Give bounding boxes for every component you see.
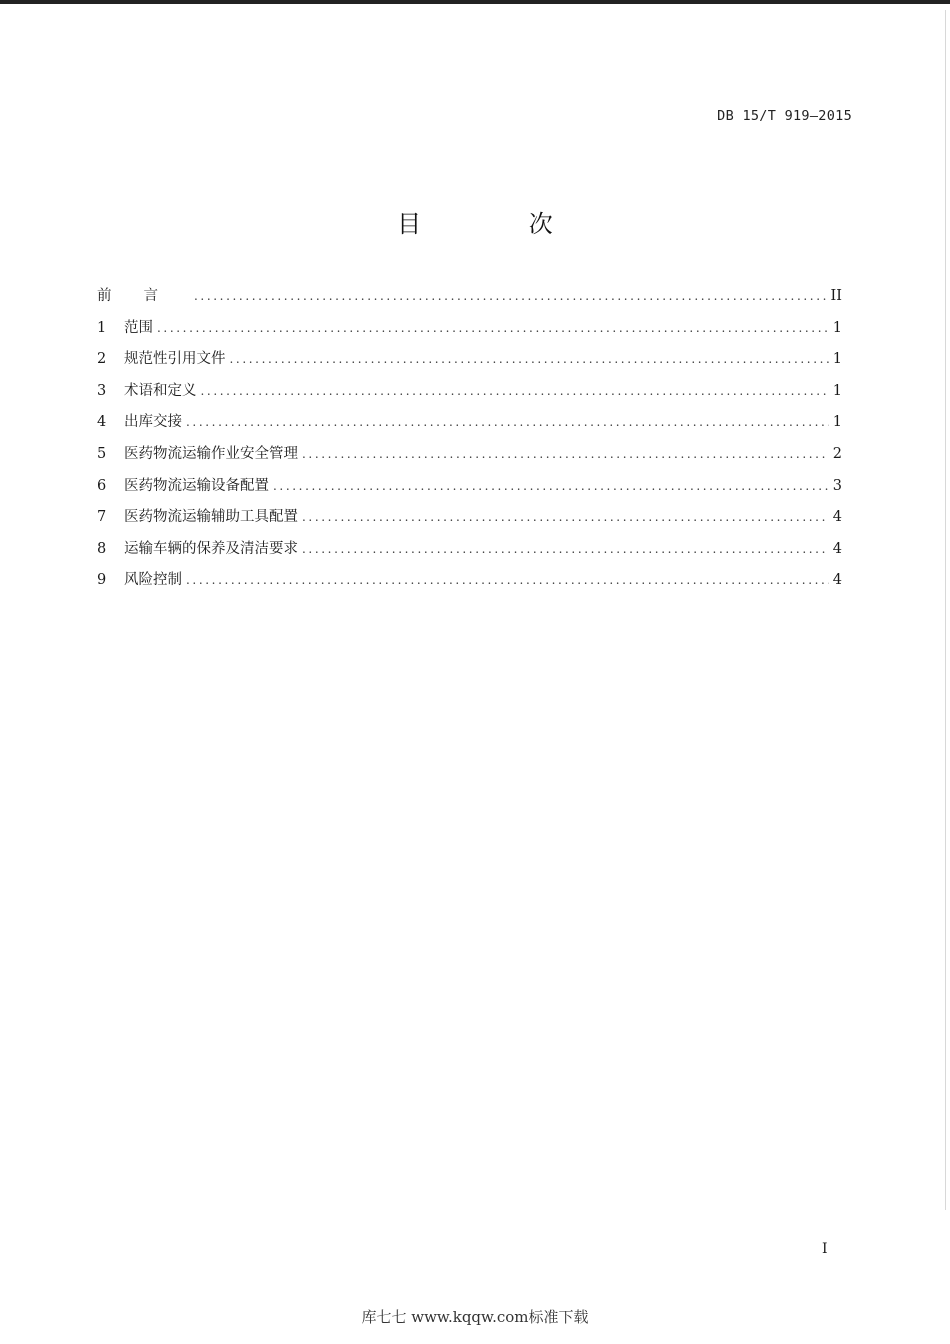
toc-entry-number: 1 bbox=[97, 319, 107, 336]
toc-entry-number: 8 bbox=[97, 540, 107, 557]
toc-entry-number: 9 bbox=[97, 572, 107, 589]
toc-entry-label: 前言 bbox=[97, 288, 190, 304]
toc-entry-page: 3 bbox=[832, 477, 842, 494]
toc-entry-label: 出库交接 bbox=[124, 414, 182, 431]
table-of-contents bbox=[97, 284, 842, 600]
toc-entry-number: 6 bbox=[97, 477, 107, 494]
toc-entry-page: II bbox=[830, 288, 842, 304]
toc-entry-number: 7 bbox=[97, 509, 107, 526]
toc-leader-dots bbox=[302, 447, 829, 461]
toc-entry-page: 4 bbox=[832, 509, 842, 526]
toc-entry-5[interactable] bbox=[97, 442, 842, 474]
toc-leader-dots bbox=[201, 384, 830, 398]
toc-entry-page: 1 bbox=[832, 382, 842, 399]
toc-entry-3[interactable] bbox=[97, 379, 842, 411]
toc-entry-number: 3 bbox=[97, 382, 107, 399]
toc-leader-dots bbox=[273, 479, 829, 493]
toc-leader-dots bbox=[302, 510, 829, 524]
toc-entry-label: 医药物流运输设备配置 bbox=[124, 477, 269, 494]
toc-leader-dots bbox=[157, 321, 829, 335]
toc-entry-label: 规范性引用文件 bbox=[124, 351, 226, 368]
standard-code: DB 15/T 919—2015 bbox=[717, 108, 852, 124]
source-watermark: 库七七 www.kqqw.com标准下载 bbox=[361, 1308, 589, 1326]
toc-leader-dots bbox=[230, 352, 830, 366]
toc-entry-1[interactable] bbox=[97, 316, 842, 348]
page-number: I bbox=[822, 1241, 828, 1257]
toc-entry-number: 2 bbox=[97, 351, 107, 368]
scan-right-edge bbox=[945, 10, 946, 1210]
toc-entry-number: 4 bbox=[97, 414, 107, 431]
toc-entry-9[interactable] bbox=[97, 568, 842, 600]
toc-entry-page: 1 bbox=[832, 414, 842, 431]
toc-entry-label: 医药物流运输作业安全管理 bbox=[124, 445, 298, 462]
toc-entry-4[interactable] bbox=[97, 410, 842, 442]
toc-entry-page: 2 bbox=[832, 445, 842, 462]
toc-entry-label: 术语和定义 bbox=[124, 382, 197, 399]
page-title: 目 次 bbox=[397, 210, 603, 238]
toc-entry-page: 1 bbox=[832, 351, 842, 368]
toc-entry-foreword[interactable] bbox=[97, 284, 842, 316]
toc-leader-dots bbox=[186, 573, 829, 587]
toc-entry-page: 4 bbox=[832, 572, 842, 589]
toc-entry-7[interactable] bbox=[97, 505, 842, 537]
toc-entry-label: 医药物流运输辅助工具配置 bbox=[124, 509, 298, 526]
toc-entry-label: 风险控制 bbox=[124, 572, 182, 589]
toc-entry-page: 1 bbox=[832, 319, 842, 336]
scan-top-edge bbox=[0, 0, 950, 4]
toc-entry-8[interactable] bbox=[97, 537, 842, 569]
toc-entry-2[interactable] bbox=[97, 347, 842, 379]
toc-entry-label: 运输车辆的保养及清洁要求 bbox=[124, 540, 298, 557]
toc-entry-6[interactable] bbox=[97, 474, 842, 506]
toc-leader-dots bbox=[302, 542, 829, 556]
toc-entry-number: 5 bbox=[97, 445, 107, 462]
toc-entry-page: 4 bbox=[832, 540, 842, 557]
toc-entry-label: 范围 bbox=[124, 319, 153, 336]
toc-leader-dots bbox=[186, 415, 829, 429]
toc-leader-dots bbox=[194, 289, 828, 303]
